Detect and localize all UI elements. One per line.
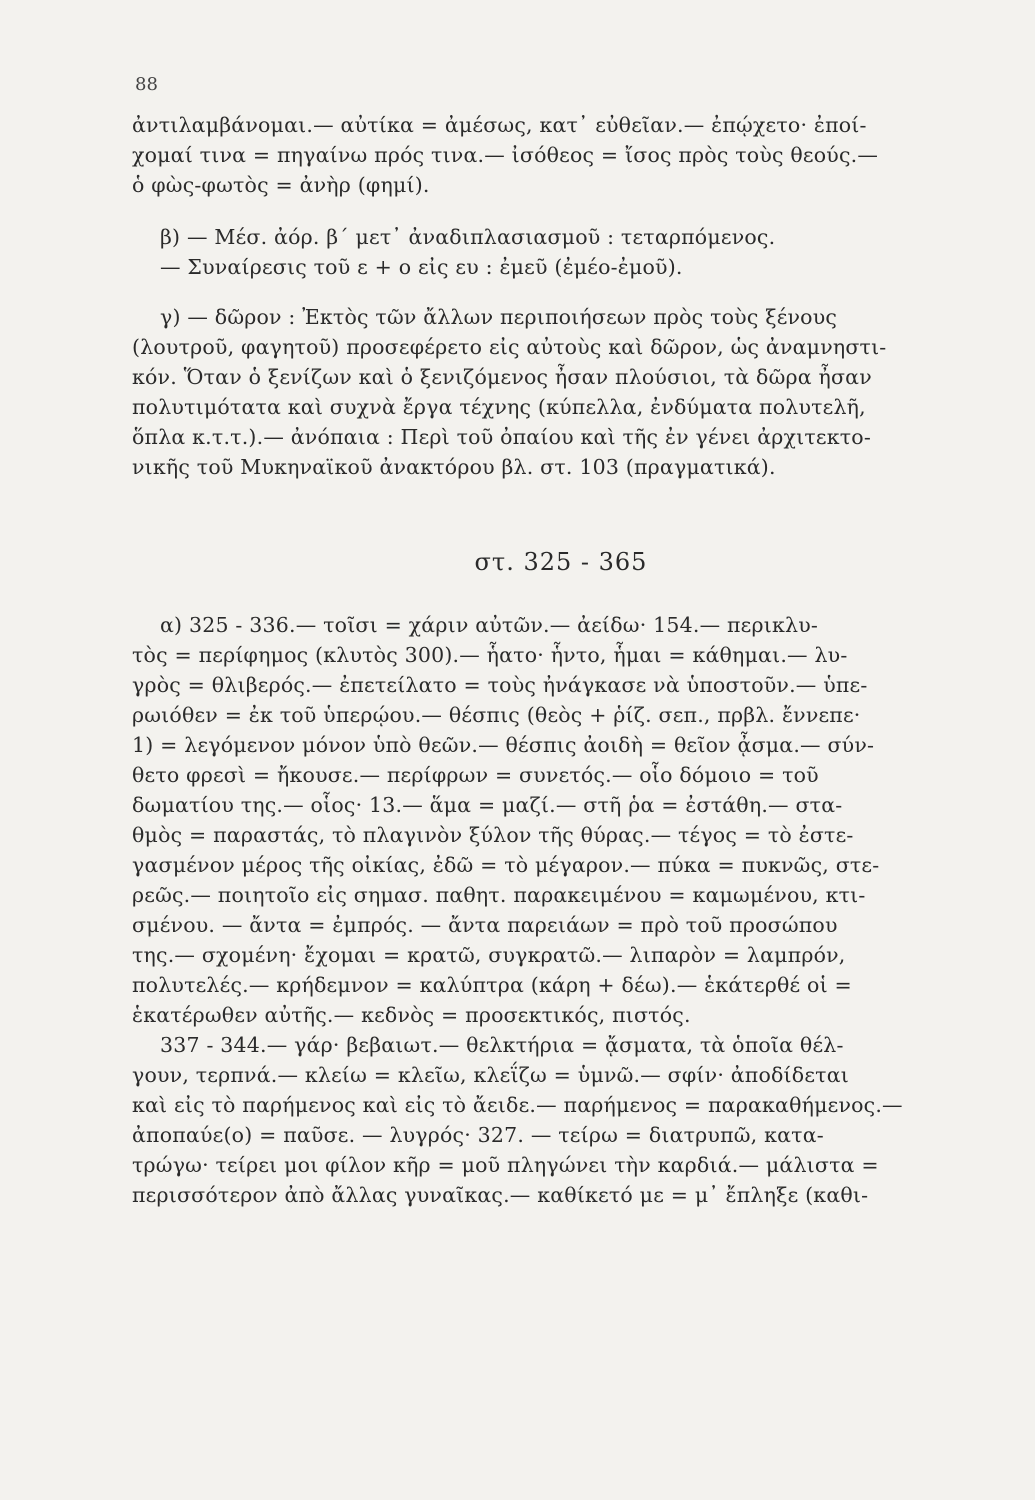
- text-line: σμένου. — ἄντα = ἐμπρός. — ἄντα παρειάων = πρὸ τοῦ προσώπου: [132, 913, 838, 937]
- text-line: ἀντιλαμβάνομαι.— αὐτίκα = ἀμέσως, κατ᾽ εὐθεῖαν.— ἐπῴχετο· ἐποί-: [132, 113, 867, 137]
- text-line: τρώγω· τείρει μοι φίλον κῆρ = μοῦ πληγώνει τὴν καρδιά.— μάλιστα =: [132, 1153, 879, 1177]
- text-line: ἀποπαύε(ο) = παῦσε. — λυγρός· 327. — τείρω = διατρυπῶ, κατα-: [132, 1123, 824, 1147]
- text-line: — Συναίρεσις τοῦ ε + ο εἰς ευ : ἐμεῦ (ἐμέο-ἐμοῦ).: [160, 255, 683, 279]
- paragraph-1: [132, 110, 990, 200]
- text-line: δωματίου της.— οἷος· 13.— ἅμα = μαζί.— στῆ ῥα = ἐστάθη.— στα-: [132, 793, 843, 817]
- text-line: ὅπλα κ.τ.τ.).— ἀνόπαια : Περὶ τοῦ ὀπαίου καὶ τῆς ἐν γένει ἀρχιτεκτο-: [132, 425, 871, 449]
- section-heading: στ. 325 - 365: [474, 548, 648, 576]
- text-line: πολυτιμότατα καὶ συχνὰ ἔργα τέχνης (κύπελλα, ἐνδύματα πολυτελῆ,: [132, 395, 866, 419]
- text-line: γ) — δῶρον : Ἐκτὸς τῶν ἄλλων περιποιήσεων πρὸς τοὺς ξένους: [160, 305, 838, 329]
- paragraph-2: [132, 222, 990, 282]
- text-line: ὁ φὼς-φωτὸς = ἀνὴρ (φημί).: [132, 173, 430, 197]
- text-line: θμὸς = παραστάς, τὸ πλαγινὸν ξύλον τῆς θύρας.— τέγος = τὸ ἐστε-: [132, 823, 854, 847]
- text-line: ρεῶς.— ποιητοῖο εἰς σημασ. παθητ. παρακειμένου = καμωμένου, κτι-: [132, 883, 866, 907]
- text-line: πολυτελές.— κρήδεμνον = καλύπτρα (κάρη + δέω).— ἑκάτερθέ οἱ =: [132, 973, 852, 997]
- text-line: γασμένον μέρος τῆς οἰκίας, ἐδῶ = τὸ μέγαρον.— πύκα = πυκνῶς, στε-: [132, 853, 880, 877]
- text-line: ἑκατέρωθεν αὐτῆς.— κεδνὸς = προσεκτικός, πιστός.: [132, 1003, 691, 1027]
- text-line: κόν. Ὅταν ὁ ξενίζων καὶ ὁ ξενιζόμενος ἦσαν πλούσιοι, τὰ δῶρα ἦσαν: [132, 365, 872, 389]
- text-line: περισσότερον ἀπὸ ἄλλας γυναῖκας.— καθίκετό με = μ᾽ ἔπληξε (καθι-: [132, 1183, 869, 1207]
- body-text: [132, 110, 990, 1210]
- text-line: α) 325 - 336.— τοῖσι = χάριν αὐτῶν.— ἀείδω· 154.— περικλυ-: [160, 613, 818, 637]
- text-line: 337 - 344.— γάρ· βεβαιωτ.— θελκτήρια = ᾄσματα, τὰ ὁποῖα θέλ-: [160, 1033, 844, 1057]
- text-line: νικῆς τοῦ Μυκηναϊκοῦ ἀνακτόρου βλ. στ. 103 (πραγματικά).: [132, 455, 776, 479]
- paragraph-3: [132, 302, 990, 482]
- text-line: β) — Μέσ. ἀόρ. β΄ μετ᾽ ἀναδιπλασιασμοῦ : τεταρπόμενος.: [160, 225, 776, 249]
- text-line: 1) = λεγόμενον μόνον ὑπὸ θεῶν.— θέσπις ἀοιδὴ = θεῖον ᾆσμα.— σύν-: [132, 733, 875, 757]
- text-line: ρωιόθεν = ἐκ τοῦ ὑπερῴου.— θέσπις (θεὸς + ῥίζ. σεπ., πρβλ. ἔννεπε·: [132, 703, 861, 727]
- text-line: της.— σχομένη· ἔχομαι = κρατῶ, συγκρατῶ.— λιπαρὸν = λαμπρόν,: [132, 943, 846, 967]
- text-line: καὶ εἰς τὸ παρήμενος καὶ εἰς τὸ ἄειδε.— παρήμενος = παρακαθήμενος.—: [132, 1093, 903, 1117]
- text-line: τὸς = περίφημος (κλυτὸς 300).— ἧατο· ἧντο, ἧμαι = κάθημαι.— λυ-: [132, 643, 848, 667]
- text-line: γρὸς = θλιβερός.— ἐπετείλατο = τοὺς ἠνάγκασε νὰ ὑποστοῦν.— ὑπε-: [132, 673, 868, 697]
- text-line: θετο φρεσὶ = ἤκουσε.— περίφρων = συνετός.— οἷο δόμοιο = τοῦ: [132, 763, 819, 787]
- text-line: (λουτροῦ, φαγητοῦ) προσεφέρετο εἰς αὐτοὺς καὶ δῶρον, ὡς ἀναμνηστι-: [132, 335, 887, 359]
- paragraph-4: [132, 610, 990, 1210]
- page-number: 88: [135, 74, 158, 95]
- text-line: γουν, τερπνά.— κλείω = κλεῖω, κλεΐζω = ὑμνῶ.— σφίν· ἀποδίδεται: [132, 1063, 849, 1087]
- text-line: χομαί τινα = πηγαίνω πρός τινα.— ἰσόθεος = ἴσος πρὸς τοὺς θεούς.—: [132, 143, 879, 167]
